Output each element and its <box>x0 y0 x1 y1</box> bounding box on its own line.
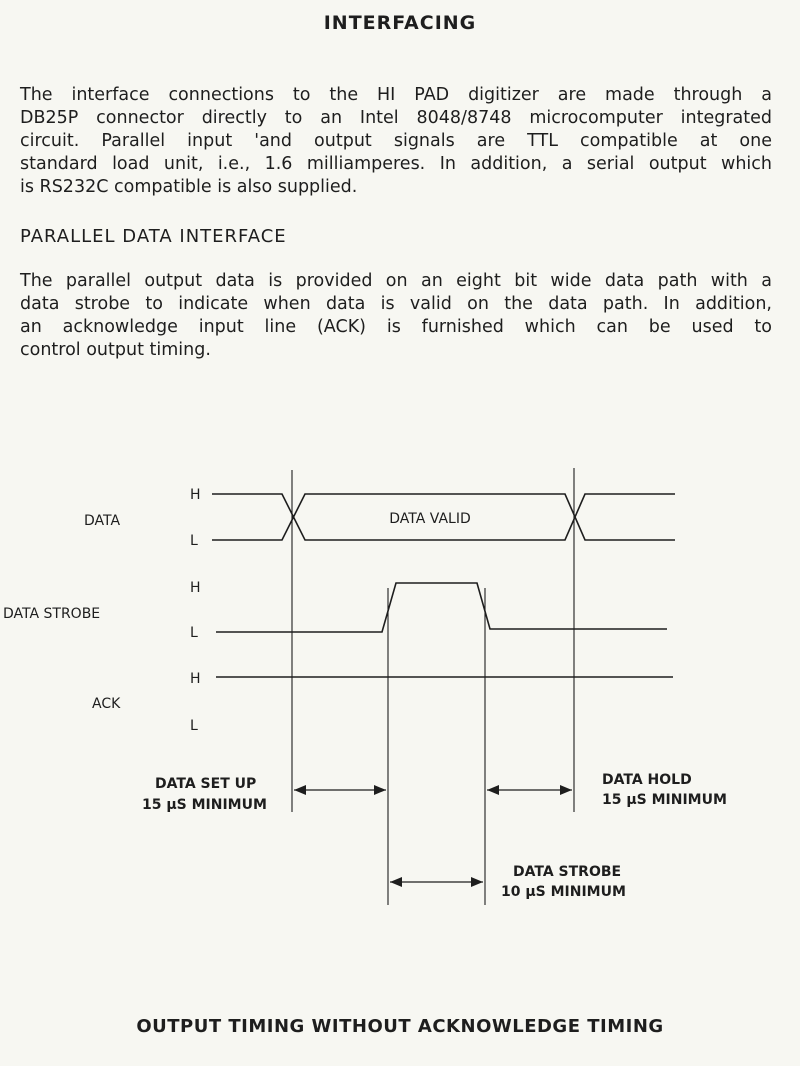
section-heading: PARALLEL DATA INTERFACE <box>20 226 287 247</box>
setup-note-line1: DATA SET UP <box>155 776 257 792</box>
strobe-note-line2: 10 µS MINIMUM <box>501 884 626 900</box>
text-line: circuit. Parallel input 'and output signals are TTL compatible at one <box>20 131 772 151</box>
level-label-ack-high: H <box>190 671 201 687</box>
hold-note-line2: 15 µS MINIMUM <box>602 792 727 808</box>
level-label-strobe-high: H <box>190 580 201 596</box>
level-label-data-high: H <box>190 487 201 503</box>
text-line: DB25P connector directly to an Intel 8048/8748 microcomputer integrated <box>20 108 772 128</box>
level-label-data-low: L <box>190 533 198 549</box>
text-line: control output timing. <box>20 340 211 360</box>
setup-note-line2: 15 µS MINIMUM <box>142 797 267 813</box>
text-line: is RS232C compatible is also supplied. <box>20 177 358 197</box>
diagram-caption: OUTPUT TIMING WITHOUT ACKNOWLEDGE TIMING <box>136 1016 664 1037</box>
data-valid-label: DATA VALID <box>389 511 471 527</box>
hold-note-line1: DATA HOLD <box>602 772 692 788</box>
text-line: standard load unit, i.e., 1.6 milliamperes. In addition, a serial output which <box>20 154 772 174</box>
signal-label-data-strobe: DATA STROBE <box>3 606 101 622</box>
level-label-ack-low: L <box>190 718 198 734</box>
strobe-note-line1: DATA STROBE <box>513 864 622 880</box>
signal-label-ack: ACK <box>92 696 121 712</box>
text-line: data strobe to indicate when data is valid on the data path. In addition, <box>20 294 772 314</box>
text-line: The interface connections to the HI PAD digitizer are made through a <box>20 85 772 105</box>
page-title: INTERFACING <box>323 12 477 34</box>
signal-label-data: DATA <box>84 513 121 529</box>
text-line: an acknowledge input line (ACK) is furnished which can be used to <box>20 317 772 337</box>
level-label-strobe-low: L <box>190 625 198 641</box>
text-line: The parallel output data is provided on an eight bit wide data path with a <box>20 271 772 291</box>
data-strobe-waveform <box>216 583 667 632</box>
